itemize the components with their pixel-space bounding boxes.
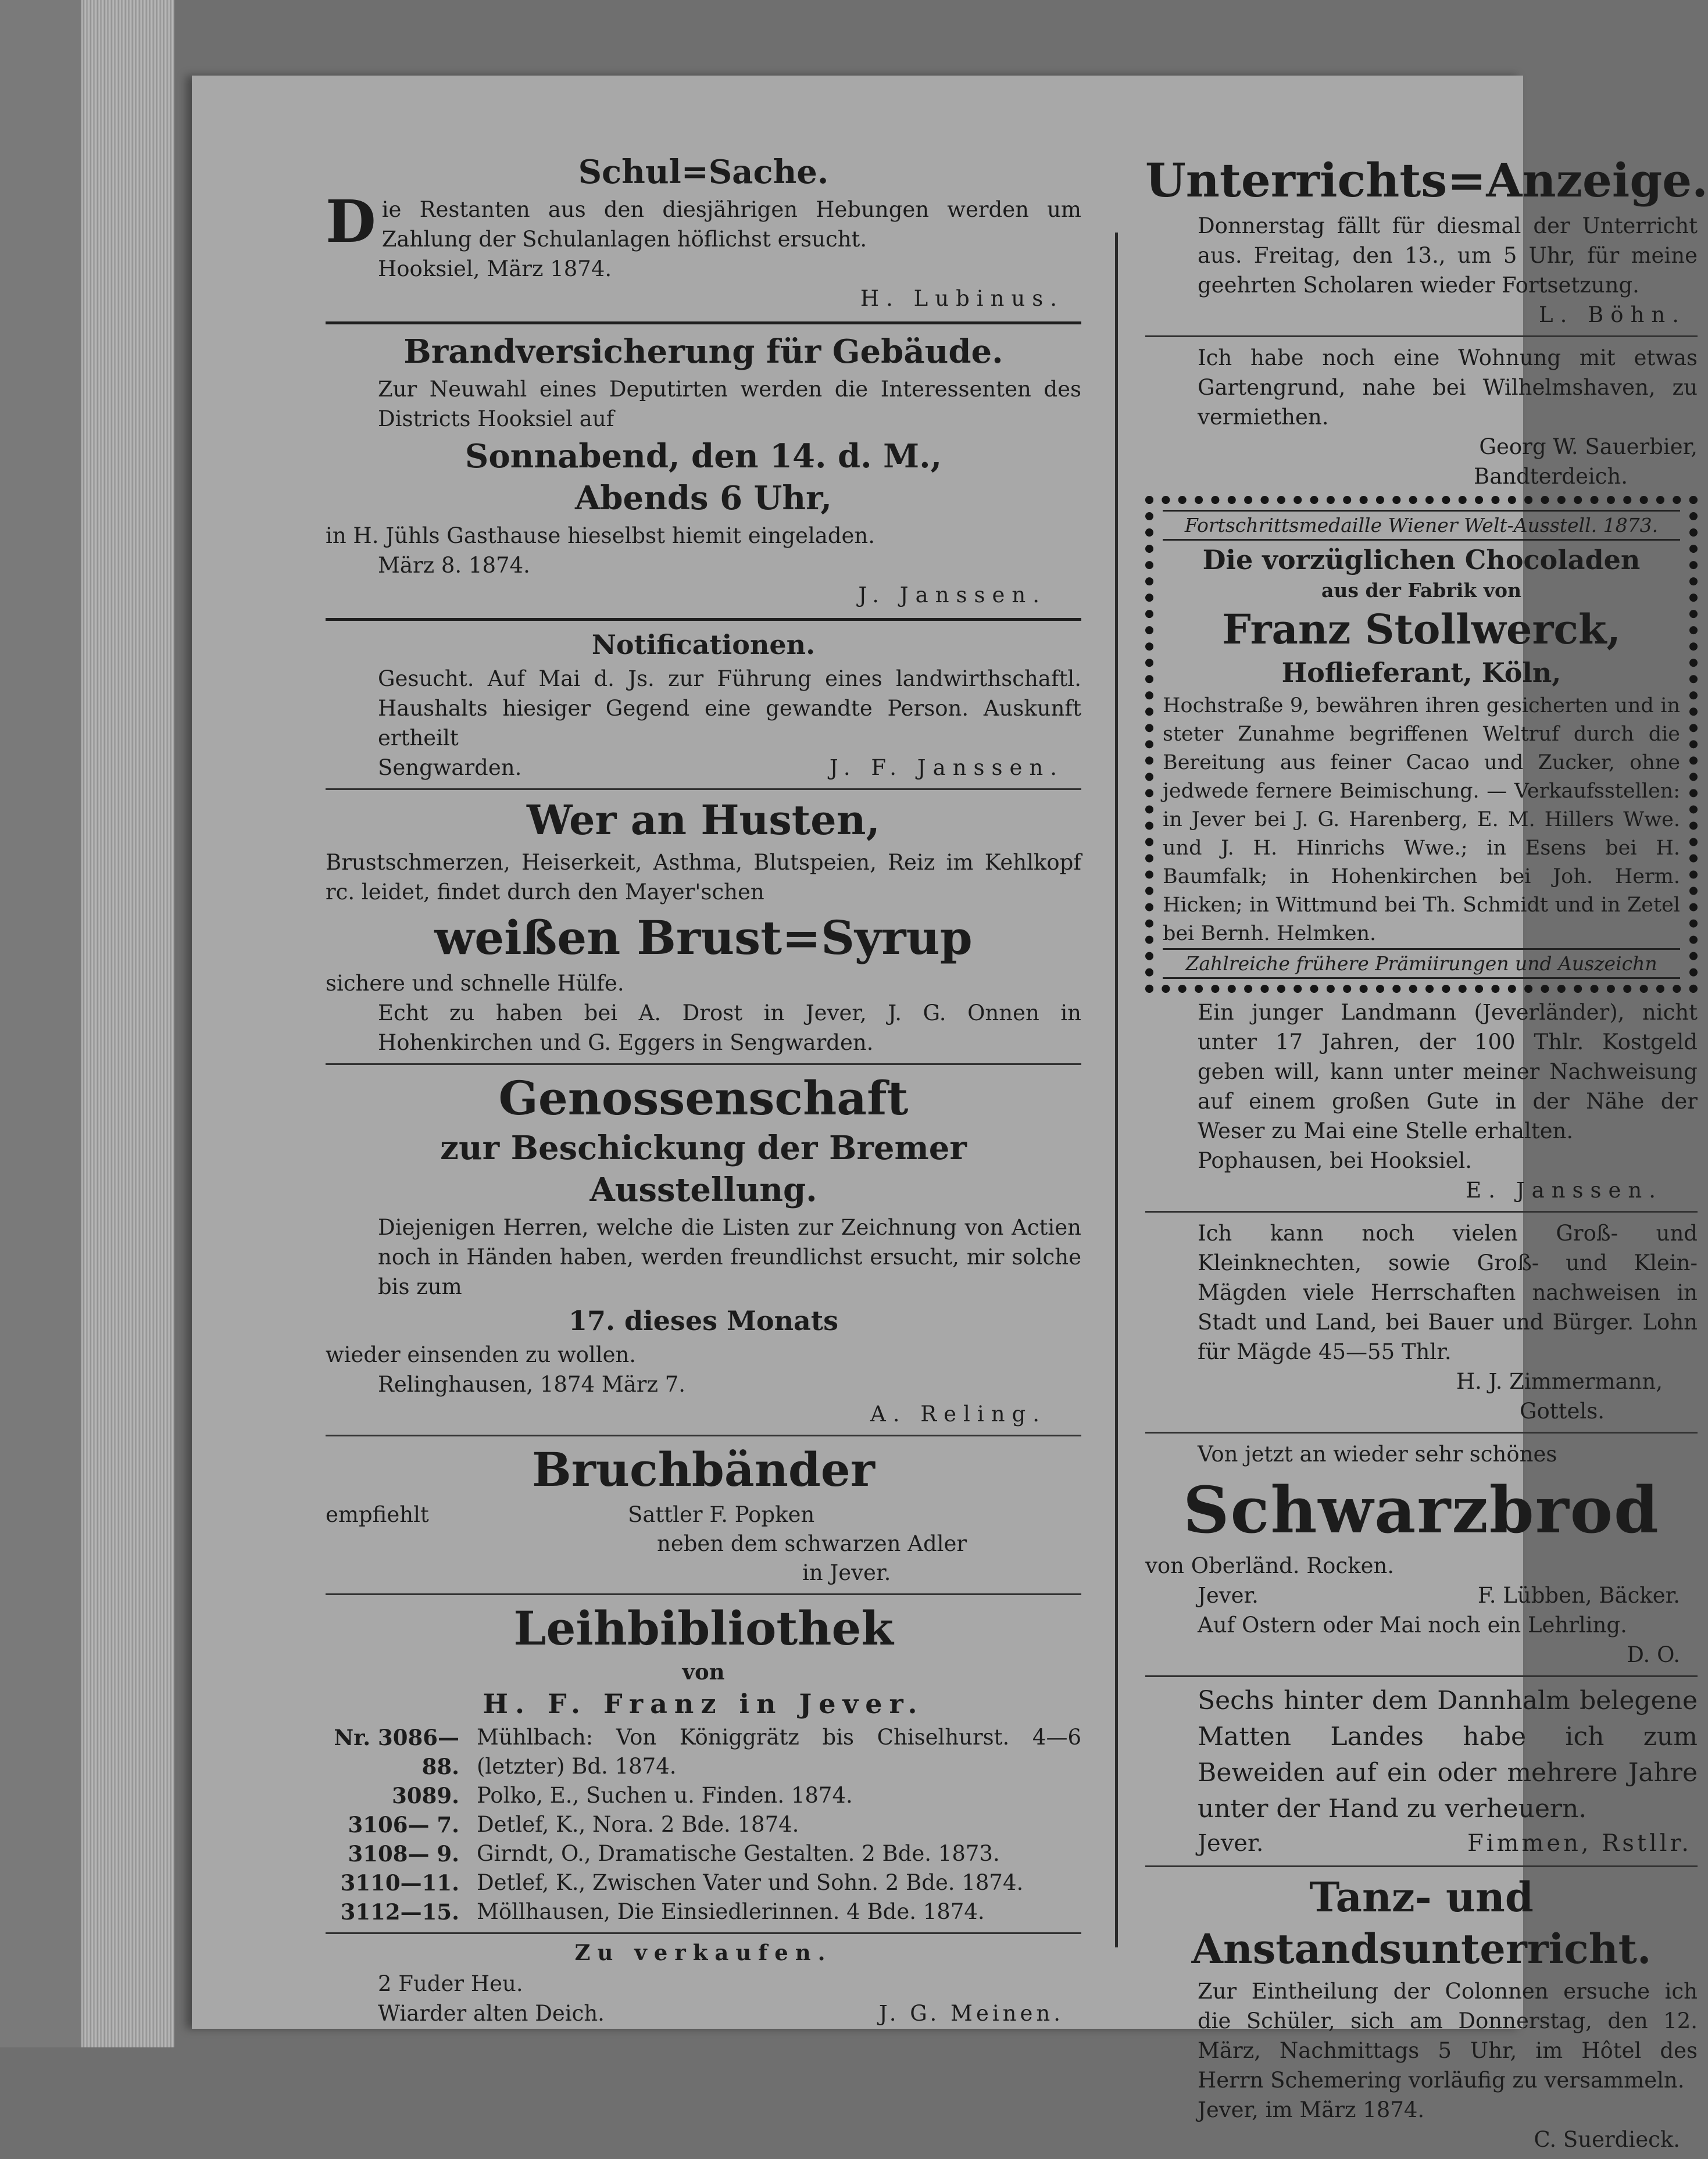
ad-title-2: Anstandsunterricht. <box>1191 1925 1652 1973</box>
separator-rule <box>1145 335 1698 337</box>
ad-place: Jever. <box>1198 1583 1259 1608</box>
section-title: Zu verkaufen. <box>574 1940 832 1965</box>
ad-signature: J. G. Meinen. <box>878 2001 1064 2026</box>
catalog-row <box>326 1810 1081 1839</box>
ad-body: Hochstraße 9, bewähren ihren gesicherten und in steter Zunahme begriffenen Weltruf durch die Bereitung aus feiner Cacao und Zucker, ohne jedwede fernere Beimischung. — Verkaufsstellen: in Jever bei J. G. Harenberg, E. M. Hillers Wwe. und J. H. Hinrichs Wwe.; in Esens bei H. Baumfalk; in Hohenkirchen bei Joh. Herm. Hicken; in Wittmund bei Th. Schmidt und in Zetel bei Bernh. Helmken. <box>1163 694 1680 945</box>
ad-title: Bruchbänder <box>532 1442 875 1497</box>
ad-intro: Von jetzt an wieder sehr schönes <box>1198 1442 1557 1467</box>
ad-title: Brandversicherung für Gebäude. <box>403 333 1003 371</box>
ad-brandversicherung <box>326 333 1081 610</box>
ad-body: Ich kann noch vielen Groß- und Kleinknechten, sowie Groß- und Klein-Mägden viele Herrschaften nachweisen in Stadt und Land, bei Bauer und Bürger. Lohn für Mägde 45—55 Thlr. <box>1198 1221 1698 1364</box>
ad-body: Brustschmerzen, Heiserkeit, Asthma, Blutspeien, Reiz im Kehlkopf rc. leidet, findet durch den Mayer'schen <box>326 850 1081 905</box>
ad-wohnung <box>1145 343 1698 491</box>
ad-unterrichts-anzeige <box>1145 153 1708 330</box>
catalog-entry: Mühlbach: Von Königgrätz bis Chiselhurst. 4—6 (letzter) Bd. 1874. <box>477 1725 1081 1779</box>
seller-town: in Jever. <box>802 1560 891 1585</box>
separator-rule <box>326 788 1081 790</box>
catalog-row <box>326 1897 1081 1926</box>
ad-initials: D. O. <box>1627 1642 1680 1667</box>
separator-rule <box>1145 1211 1698 1213</box>
catalog-number: 3112—15. <box>340 1899 459 1925</box>
ad-title: Schul=Sache. <box>578 153 829 191</box>
ad-lead: empfiehlt <box>326 1502 429 1527</box>
ad-bruchbaender <box>326 1442 1081 1588</box>
ad-tanzunterricht <box>1145 1873 1698 2154</box>
ad-place: Gottels. <box>1519 1399 1605 1424</box>
ad-zu-verkaufen <box>326 1940 1081 2028</box>
ad-place: Hooksiel, März 1874. <box>378 256 612 281</box>
catalog-number: 3108— 9. <box>348 1841 459 1867</box>
ad-body: Zur Eintheilung der Colonnen ersuche ich die Schüler, sich am Donnerstag, den 12. März, Nachmittags 5 Uhr, im Hôtel des Herrn Schemering vorläufig zu versammeln. <box>1198 1979 1698 2093</box>
ad-title: Unterrichts=Anzeige. <box>1145 153 1708 208</box>
catalog-number: Nr. 3086—88. <box>334 1725 459 1779</box>
ad-place: März 8. 1874. <box>378 553 530 578</box>
ad-body: Sechs hinter dem Dannhalm belegene Matten Landes habe ich zum Beweiden auf ein oder mehrere Jahre unter der Hand zu verheuern. <box>1198 1686 1698 1824</box>
separator-rule <box>1145 1432 1698 1434</box>
ad-signature: Fimmen, Rstllr. <box>1467 1830 1692 1857</box>
ad-subtitle: zur Beschickung der Bremer <box>440 1129 967 1167</box>
ad-matten <box>1145 1683 1698 1860</box>
ad-genossenschaft <box>326 1071 1081 1429</box>
separator-rule <box>1145 1675 1698 1677</box>
ad-place: Relinghausen, 1874 März 7. <box>378 1372 686 1397</box>
separator-rule <box>326 618 1081 621</box>
ad-body: Ich habe noch eine Wohnung mit etwas Gartengrund, nahe bei Wilhelmshaven, zu vermiethen. <box>1198 345 1698 430</box>
catalog-number: 3089. <box>392 1783 459 1808</box>
ad-signature: E. Janssen. <box>1466 1178 1663 1203</box>
ad-subtitle-2: Ausstellung. <box>589 1171 817 1209</box>
catalog-number: 3106— 7. <box>348 1812 459 1838</box>
ad-place: Jever, im März 1874. <box>1198 2097 1425 2122</box>
column-divider <box>1115 233 1118 1947</box>
company-name: Franz Stollwerck, <box>1222 605 1621 653</box>
right-column <box>1145 148 1708 2159</box>
catalog-row <box>326 1868 1081 1897</box>
ad-body: Gesucht. Auf Mai d. Js. zur Führung eines landwirthschaftl. Haushalts hiesiger Gegend eine gewandte Person. Auskunft ertheilt <box>378 666 1081 750</box>
section-title: Notificationen. <box>591 629 816 660</box>
catalog-entry: Polko, E., Suchen u. Finden. 1874. <box>477 1783 853 1808</box>
meeting-time: Abends 6 Uhr, <box>574 479 832 517</box>
separator-rule <box>326 321 1081 324</box>
seller-address: neben dem schwarzen Adler <box>657 1531 967 1556</box>
ad-title: Leihbibliothek <box>513 1601 894 1656</box>
ad-title: Wer an Husten, <box>527 796 880 844</box>
separator-rule <box>1145 1865 1698 1867</box>
ad-body: ie Restanten aus den diesjährigen Hebungen werden um Zahlung der Schulanlagen höflichst ersucht. <box>381 197 1081 252</box>
ad-husten <box>326 796 1081 1057</box>
deadline: 17. dieses Monats <box>568 1305 839 1336</box>
catalog-entry: Detlef, K., Zwischen Vater und Sohn. 2 Bde. 1874. <box>477 1870 1024 1895</box>
awards-line: Zahlreiche frühere Prämiirungen und Auszeichn <box>1163 948 1680 979</box>
ad-schul-sache <box>326 153 1081 313</box>
ad-place: Sengwarden. <box>378 755 522 780</box>
medal-line: Fortschrittsmedaille Wiener Welt-Ausstell. 1873. <box>1163 510 1680 541</box>
ad-subtitle: aus der Fabrik von <box>1321 579 1521 602</box>
ad-title: Die vorzüglichen Chocoladen <box>1202 544 1641 576</box>
product-name: weißen Brust=Syrup <box>434 910 973 965</box>
ad-title: Genossenschaft <box>498 1071 909 1125</box>
catalog-entry: Detlef, K., Nora. 2 Bde. 1874. <box>477 1812 799 1837</box>
ad-place: Pophausen, bei Hooksiel. <box>1198 1148 1473 1173</box>
ad-knechte <box>1145 1218 1698 1426</box>
ad-body-2: wieder einsenden zu wollen. <box>326 1342 637 1367</box>
separator-rule <box>326 1932 1081 1934</box>
ad-signature: J. Janssen. <box>858 582 1046 607</box>
ad-notificationen <box>326 629 1081 782</box>
company-title: Hoflieferant, Köln, <box>1281 657 1562 688</box>
catalog-row <box>326 1723 1081 1781</box>
left-column <box>326 148 1081 2033</box>
ad-signature: F. Lübben, Bäcker. <box>1477 1583 1680 1608</box>
separator-rule <box>326 1435 1081 1436</box>
ad-body-2: sichere und schnelle Hülfe. <box>326 971 624 996</box>
ad-leihbibliothek <box>326 1601 1081 1926</box>
ad-signature: Georg W. Sauerbier, <box>1479 434 1698 459</box>
catalog-row <box>326 1781 1081 1810</box>
ad-chocolate-frame <box>1145 496 1698 993</box>
catalog-list <box>326 1723 1081 1926</box>
separator-rule <box>326 1063 1081 1065</box>
newspaper-page <box>192 76 1708 2152</box>
meeting-date: Sonnabend, den 14. d. M., <box>464 437 942 476</box>
ad-body: Zur Neuwahl eines Deputirten werden die Interessenten des Districts Hooksiel auf <box>378 377 1081 431</box>
ad-signature: J. F. Janssen. <box>829 755 1064 780</box>
sale-item: 2 Fuder Heu. <box>378 1971 523 1996</box>
ad-signature: L. Böhn. <box>1539 302 1686 327</box>
ad-signature: A. Reling. <box>870 1402 1046 1427</box>
library-owner: H. F. Franz in Jever. <box>483 1688 924 1720</box>
ad-place: Bandterdeich. <box>1474 464 1628 489</box>
ad-subtitle: von Oberländ. Rocken. <box>1145 1553 1395 1578</box>
catalog-entry: Girndt, O., Dramatische Gestalten. 2 Bde. 1873. <box>477 1841 1000 1866</box>
ad-body: Diejenigen Herren, welche die Listen zur Zeichnung von Actien noch in Händen haben, werden freundlichst ersucht, mir solche bis zum <box>378 1215 1081 1299</box>
ad-place: Jever. <box>1198 1830 1264 1857</box>
drop-cap: D <box>326 187 376 256</box>
catalog-row <box>326 1839 1081 1868</box>
ad-body: Donnerstag fällt für diesmal der Unterricht aus. Freitag, den 13., um 5 Uhr, für meine geehrten Scholaren wieder Fortsetzung. <box>1198 213 1698 298</box>
ad-note: Auf Ostern oder Mai noch ein Lehrling. <box>1198 1613 1627 1638</box>
ad-signature: H. J. Zimmermann, <box>1456 1369 1663 1394</box>
catalog-number: 3110—11. <box>340 1870 459 1896</box>
catalog-entry: Möllhausen, Die Einsiedlerinnen. 4 Bde. 1874. <box>477 1899 985 1924</box>
ad-title: Tanz- und <box>1309 1873 1534 1921</box>
sale-location: Wiarder alten Deich. <box>378 2001 605 2026</box>
ad-body-3: Echt zu haben bei A. Drost in Jever, J. G. Onnen in Hohenkirchen und G. Eggers in Sengwarden. <box>378 1000 1081 1055</box>
ad-body: Ein junger Landmann (Jeverländer), nicht unter 17 Jahren, der 100 Thlr. Kostgeld geben will, kann unter meiner Nachweisung auf einem großen Gute in der Nähe der Weser zu Mai eine Stelle erhalten. <box>1198 1000 1698 1143</box>
ad-schwarzbrod <box>1145 1439 1698 1670</box>
ad-signature: H. Lubinus. <box>860 286 1064 311</box>
ad-von: von <box>682 1659 725 1685</box>
ad-body-2: in H. Jühls Gasthause hieselbst hiemit eingeladen. <box>326 523 876 548</box>
ad-signature: C. Suerdieck. <box>1534 2127 1680 2152</box>
separator-rule <box>326 1593 1081 1595</box>
ad-title: Schwarzbrod <box>1183 1472 1660 1547</box>
seller-name: Sattler F. Popken <box>628 1502 815 1527</box>
book-cover-edge <box>0 0 81 2047</box>
ad-landmann <box>1145 998 1698 1205</box>
